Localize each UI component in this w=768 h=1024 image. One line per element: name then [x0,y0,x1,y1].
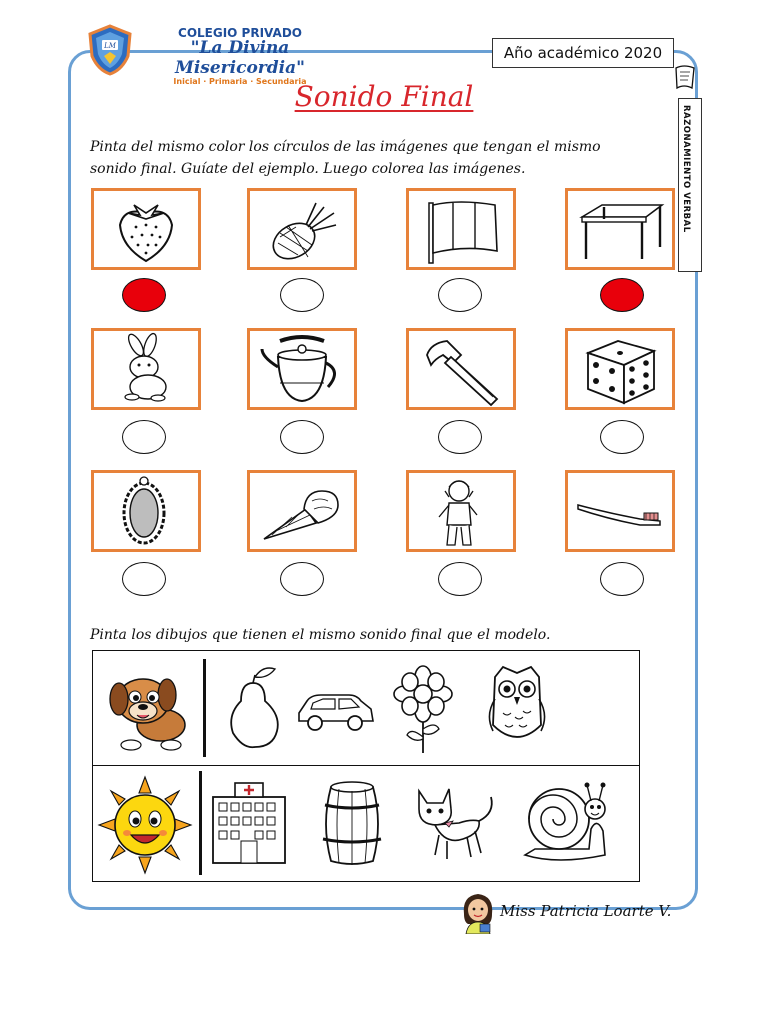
picture-box-dice [565,328,675,410]
flower-icon [383,663,463,755]
instruction-1-line-2: sonido final. Guíate del ejemplo. Luego colorea las imágenes. [90,161,526,177]
school-name [140,26,340,86]
barrel-icon [319,779,385,869]
picture-box-flag [406,188,516,270]
option-hospital[interactable] [207,775,291,867]
academic-year-box: Año académico 2020 [492,38,674,68]
picture-box-toothbrush [565,470,675,552]
model-dog [101,659,197,757]
school-line-2: "La Divina Misericordia" [175,38,305,78]
ice-cream-icon [250,473,354,549]
model-sun [97,775,193,875]
dice-icon [568,331,672,407]
picture-box-ice-cream [247,470,357,552]
picture-box-pineapple [247,188,357,270]
hospital-icon [207,775,291,867]
school-shield-logo [88,24,132,76]
picture-box-strawberry [91,188,201,270]
sound-match-table [92,650,640,882]
answer-circle-flag[interactable] [438,278,482,312]
answer-circle-table[interactable] [600,278,644,312]
answer-circle-dice[interactable] [600,420,644,454]
sun-icon [97,775,193,875]
rabbit-icon [94,331,198,407]
picture-box-rabbit [91,328,201,410]
car-icon [291,673,379,743]
model-separator [199,771,202,875]
answer-circle-ice-cream[interactable] [280,562,324,596]
owl-icon [477,659,557,755]
table-row-divider [93,765,639,766]
picture-box-hammer [406,328,516,410]
answer-circle-kettle[interactable] [280,420,324,454]
kettle-icon [250,331,354,407]
option-barrel[interactable] [319,779,385,869]
pineapple-icon [250,191,354,267]
pear-icon [213,661,293,755]
subject-side-label [678,98,702,272]
mirror-icon [94,473,198,549]
hammer-icon [409,331,513,407]
instruction-2: Pinta los dibujos que tienen el mismo sonido final que el modelo. [90,627,551,643]
picture-box-girl [406,470,516,552]
teacher-signature: Miss Patricia Loarte V. [500,902,672,920]
title-text: Sonido Final [294,80,474,113]
model-separator [203,659,206,757]
answer-circle-mirror[interactable] [122,562,166,596]
svg-text:LM: LM [104,42,116,50]
option-pear[interactable] [213,661,293,755]
option-flower[interactable] [383,663,463,755]
flag-icon [409,191,513,267]
answer-circle-hammer[interactable] [438,420,482,454]
girl-icon [409,473,513,549]
school-line-3: Inicial · Primaria · Secundaria [173,77,307,86]
school-line-1: COLEGIO PRIVADO [178,26,302,40]
snail-icon [517,777,613,869]
answer-circle-rabbit[interactable] [122,420,166,454]
option-snail[interactable] [517,777,613,869]
answer-circle-pineapple[interactable] [280,278,324,312]
answer-circle-strawberry[interactable] [122,278,166,312]
answer-circle-toothbrush[interactable] [600,562,644,596]
answer-circle-girl[interactable] [438,562,482,596]
subject-text: RAZONAMIENTO VERBAL [681,105,691,233]
instruction-1 [90,136,601,180]
page-title [0,80,768,113]
toothbrush-icon [568,473,672,549]
instruction-1-line-1: Pinta del mismo color los círculos de las imágenes que tengan el mismo [90,139,601,155]
picture-box-kettle [247,328,357,410]
dog-icon [101,659,197,757]
picture-box-table [565,188,675,270]
table-icon [568,191,672,267]
strawberry-icon [94,191,198,267]
picture-box-mirror [91,470,201,552]
option-cat[interactable] [405,779,497,871]
teacher-avatar [458,890,498,934]
cat-icon [405,779,497,871]
option-car[interactable] [291,673,379,743]
option-owl[interactable] [477,659,557,755]
